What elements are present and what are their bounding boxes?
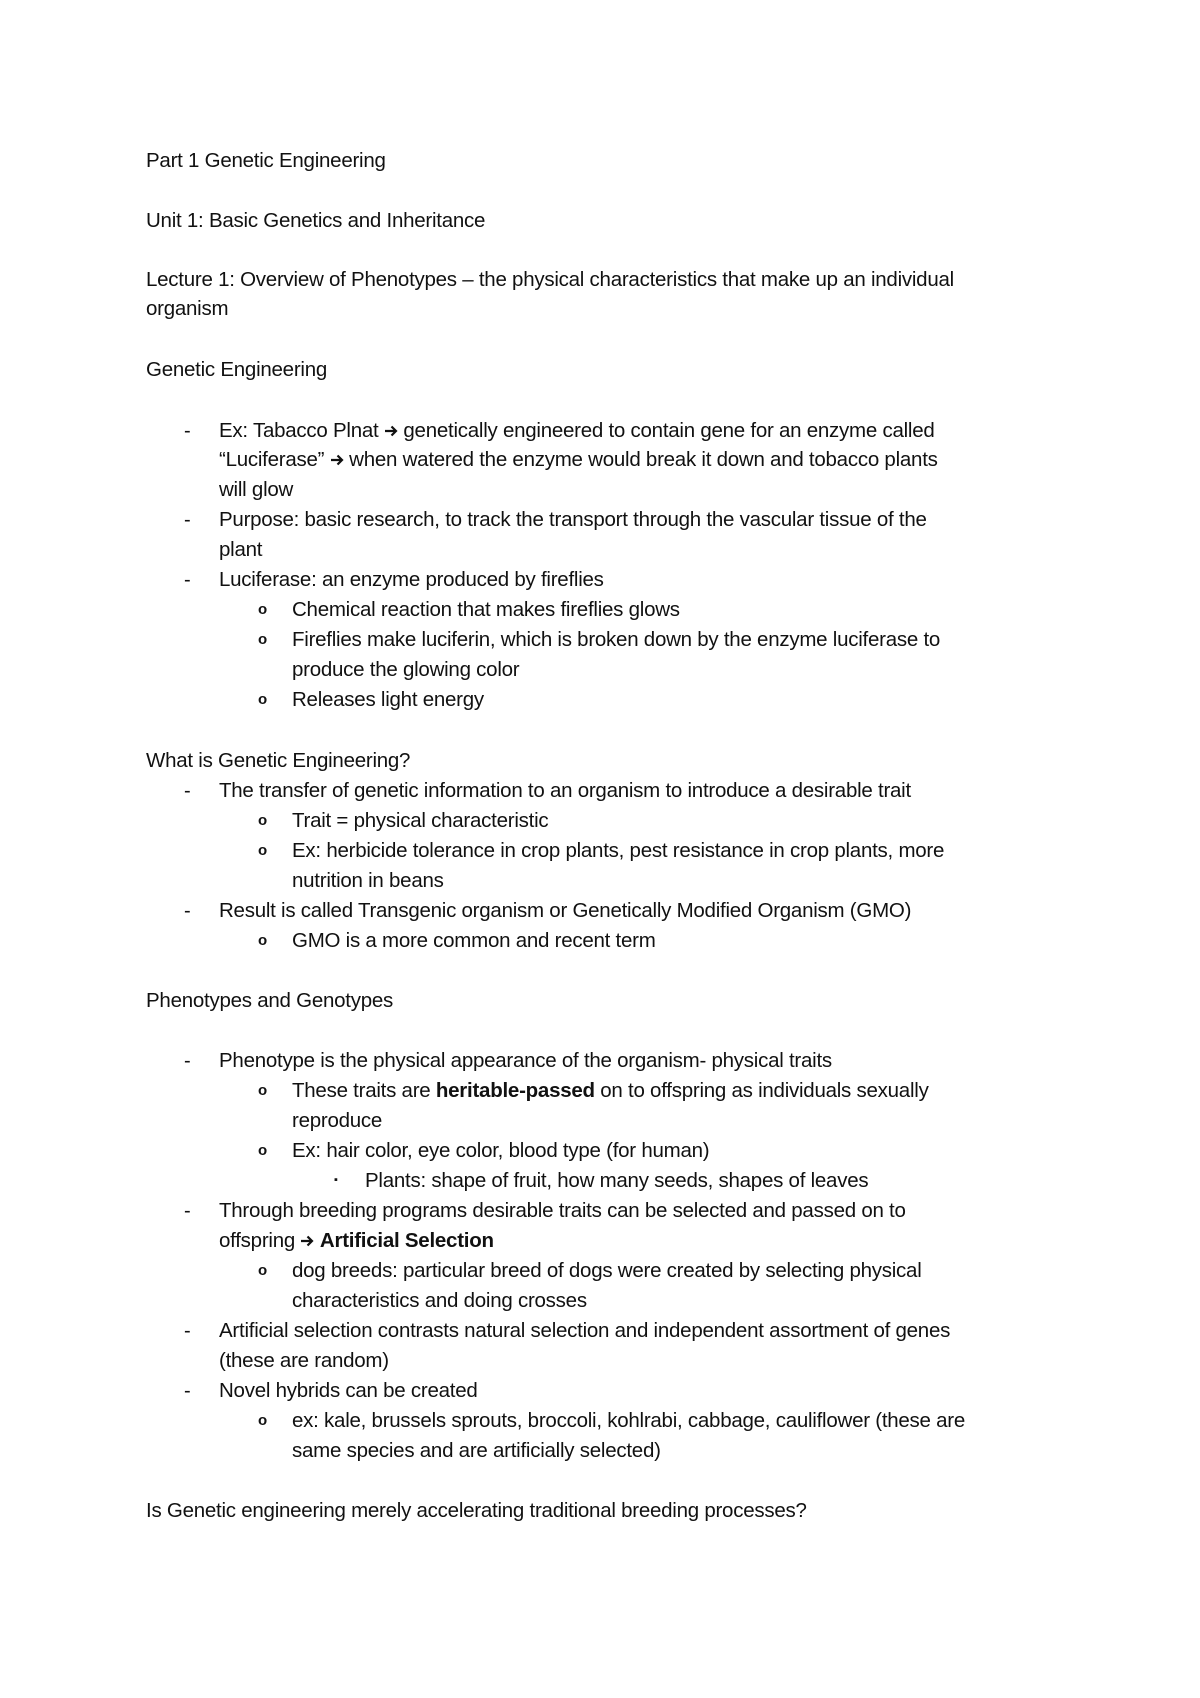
- list-item: Purpose: basic research, to track the transport through the vascular tissue of the: [219, 508, 927, 531]
- sub-list-item: Releases light energy: [292, 688, 484, 711]
- sub-list-item: Fireflies make luciferin, which is broken down by the enzyme luciferase to: [292, 628, 941, 651]
- list-item: Artificial selection contrasts natural selection and independent assortment of genes: [219, 1319, 951, 1342]
- sub-sub-list-item: Plants: shape of fruit, how many seeds, shapes of leaves: [365, 1169, 869, 1192]
- lecture-heading-line2: organism: [146, 297, 229, 320]
- closing-question: Is Genetic engineering merely accelerating traditional breeding processes?: [146, 1499, 807, 1522]
- arrow-right-icon: [384, 424, 398, 438]
- emphasis-text: Artificial Selection: [319, 1229, 494, 1252]
- bullet-circle: o: [258, 691, 268, 708]
- sub-list-item-continued: reproduce: [292, 1109, 383, 1132]
- document-title: Part 1 Genetic Engineering: [146, 149, 386, 172]
- bullet-circle: o: [258, 812, 268, 829]
- unit-heading: Unit 1: Basic Genetics and Inheritance: [146, 209, 486, 232]
- sub-list-item: GMO is a more common and recent term: [292, 929, 656, 952]
- bullet-dash: -: [184, 900, 191, 922]
- bullet-circle: o: [258, 932, 268, 949]
- sub-list-item: Chemical reaction that makes fireflies glows: [292, 598, 680, 621]
- list-item: Phenotype is the physical appearance of the organism- physical traits: [219, 1049, 832, 1072]
- bullet-dash: -: [184, 1200, 191, 1222]
- sub-list-item-continued: produce the glowing color: [292, 658, 520, 681]
- section-heading-genetic-engineering: Genetic Engineering: [146, 358, 328, 381]
- sub-list-item: Ex: hair color, eye color, blood type (for human): [292, 1139, 710, 1162]
- list-item: Novel hybrids can be created: [219, 1379, 478, 1402]
- list-item: Ex: Tabacco Plnat genetically engineered to contain gene for an enzyme called: [219, 419, 935, 442]
- section-heading-phenotypes-and-genotypes: Phenotypes and Genotypes: [146, 989, 394, 1012]
- bullet-circle: o: [258, 1142, 268, 1159]
- bullet-dash: -: [184, 569, 191, 591]
- arrow-right-icon: [330, 453, 344, 467]
- bullet-dash: -: [184, 1320, 191, 1342]
- list-item-continued: will glow: [219, 478, 294, 501]
- bullet-dash: -: [184, 420, 191, 442]
- list-item: Through breeding programs desirable traits can be selected and passed on to: [219, 1199, 906, 1222]
- sub-list-item: Trait = physical characteristic: [292, 809, 549, 832]
- sub-list-item: dog breeds: particular breed of dogs were created by selecting physical: [292, 1259, 922, 1282]
- bullet-circle: o: [258, 601, 268, 618]
- list-item-continued: “Luciferase” when watered the enzyme would break it down and tobacco plants: [219, 448, 938, 471]
- list-item: Result is called Transgenic organism or Genetically Modified Organism (GMO): [219, 899, 912, 922]
- list-item-continued: plant: [219, 538, 263, 561]
- sub-list-item: Ex: herbicide tolerance in crop plants, pest resistance in crop plants, more: [292, 839, 945, 862]
- bullet-square: ▪: [334, 1174, 338, 1186]
- bullet-circle: o: [258, 1262, 268, 1279]
- bullet-circle: o: [258, 1412, 268, 1429]
- bullet-circle: o: [258, 1082, 268, 1099]
- sub-list-item: These traits are heritable-passed on to offspring as individuals sexually: [292, 1079, 929, 1102]
- arrow-right-icon: [300, 1234, 314, 1248]
- bullet-circle: o: [258, 631, 268, 648]
- section-heading-what-is-genetic-engineering: What is Genetic Engineering?: [146, 749, 411, 772]
- list-item-continued: (these are random): [219, 1349, 389, 1372]
- list-item-continued: offspring Artificial Selection: [219, 1229, 494, 1252]
- sub-list-item-continued: characteristics and doing crosses: [292, 1289, 587, 1312]
- bullet-dash: -: [184, 1380, 191, 1402]
- sub-list-item-continued: same species and are artificially selected): [292, 1439, 661, 1462]
- bullet-circle: o: [258, 842, 268, 859]
- bullet-dash: -: [184, 780, 191, 802]
- emphasis-text: heritable-passed: [435, 1079, 595, 1102]
- sub-list-item-continued: nutrition in beans: [292, 869, 444, 892]
- sub-list-item: ex: kale, brussels sprouts, broccoli, kohlrabi, cabbage, cauliflower (these are: [292, 1409, 966, 1432]
- bullet-dash: -: [184, 509, 191, 531]
- list-item: Luciferase: an enzyme produced by fireflies: [219, 568, 604, 591]
- lecture-heading-line1: Lecture 1: Overview of Phenotypes – the physical characteristics that make up an individual: [146, 268, 954, 291]
- list-item: The transfer of genetic information to an organism to introduce a desirable trait: [219, 779, 911, 802]
- bullet-dash: -: [184, 1050, 191, 1072]
